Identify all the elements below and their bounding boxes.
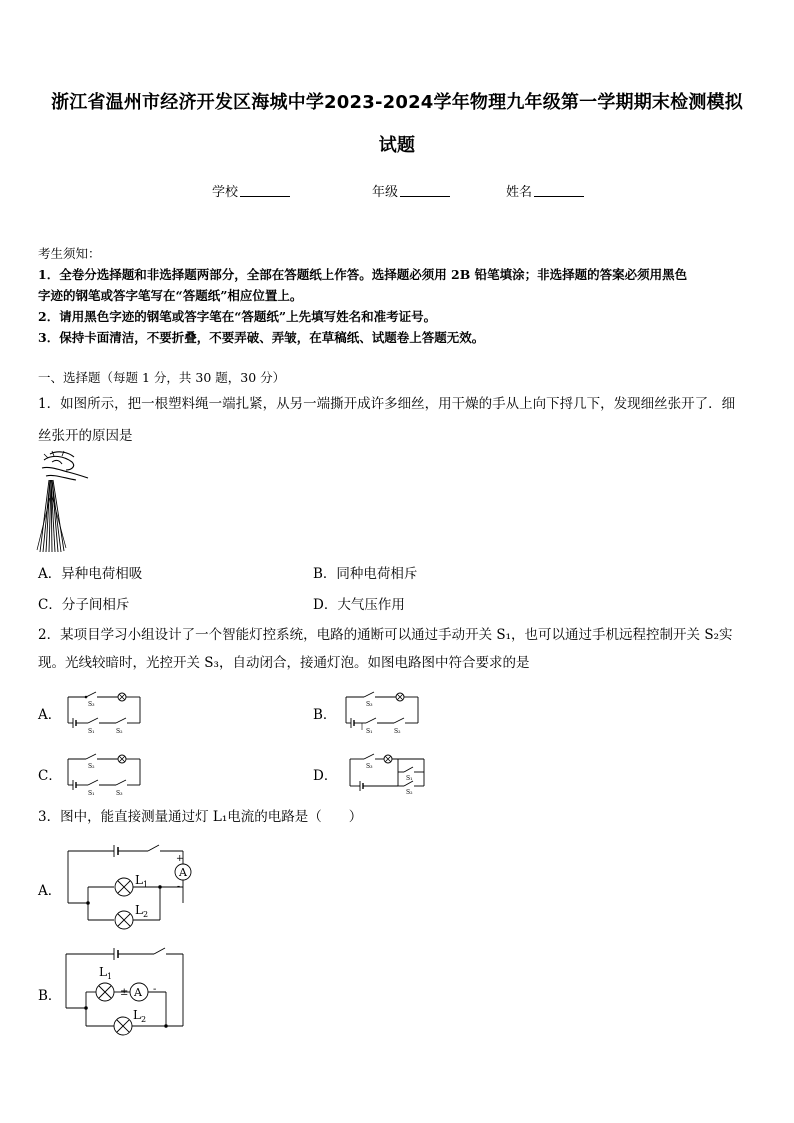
q2b-switch-label-top: S₃: [366, 701, 373, 708]
q2-option-d[interactable]: D．: [313, 768, 338, 784]
grade-blank: [400, 196, 450, 197]
q2-circuit-b: [342, 688, 422, 734]
q1-line2: 丝张开的原因是: [38, 428, 133, 444]
school-blank: [240, 196, 290, 197]
name-field: [506, 181, 584, 200]
q3a-ammeter-symbol: A: [179, 866, 187, 879]
grade-label: 年级: [372, 185, 399, 200]
q2b-switch-label-right: S₂: [394, 728, 401, 735]
grade-field: [372, 181, 450, 200]
q2c-switch-label-left: S₁: [88, 790, 95, 797]
document-title-line1: 浙江省温州市经济开发区海城中学2023-2024学年物理九年级第一学期期末检测模拟: [51, 92, 743, 113]
q3a-ammeter-plus: +: [176, 854, 184, 864]
q3-line1: 3．图中，能直接测量通过灯 L₁电流的电路是（ ）: [38, 809, 363, 825]
q1-option-a[interactable]: A．异种电荷相吸: [38, 566, 143, 582]
q2d-switch-label-mid: S₁: [406, 775, 413, 782]
school-field: [212, 181, 290, 200]
q3b-ammeter-pm: ±: [120, 987, 129, 998]
q1-line1: 1．如图所示，把一根塑料绳一端扎紧，从另一端撕开成许多细丝，用干燥的手从上向下捋几下，发现细丝张开了．细: [38, 396, 736, 412]
q3-option-a[interactable]: A．: [38, 883, 62, 899]
q3b-ammeter-minus: -: [153, 984, 157, 995]
notice-heading: 考生须知：: [38, 246, 101, 261]
q3a-lamp1-label: $L_1$: [135, 873, 149, 889]
notice-item-1b: 字迹的钢笔或答字笔写在“答题纸”相应位置上。: [38, 288, 303, 303]
q1-option-b[interactable]: B．同种电荷相斥: [313, 566, 418, 582]
q3b-ammeter-symbol: A: [134, 986, 142, 999]
q1-option-d[interactable]: D．大气压作用: [313, 597, 405, 613]
q2a-switch-label-right: S₂: [116, 728, 123, 735]
q3a-ammeter-minus: -: [177, 882, 181, 892]
notice-item-3: 3．保持卡面清洁，不要折叠，不要弄破、弄皱，在草稿纸、试题卷上答题无效。: [38, 330, 485, 345]
q2d-switch-label-top: S₃: [366, 763, 373, 770]
document-title-line2: 试题: [378, 135, 416, 156]
q1-option-c[interactable]: C．分子间相斥: [38, 597, 130, 613]
q2-option-c[interactable]: C．: [38, 768, 62, 784]
q2a-switch-label-left: S₁: [88, 728, 95, 735]
q2-circuit-d: [346, 750, 430, 796]
q2c-switch-label-right: S₃: [116, 790, 123, 797]
name-blank: [534, 196, 584, 197]
plastic-rope-hand-figure: [36, 448, 98, 556]
q2c-switch-label-top: S₂: [88, 763, 95, 770]
q3-circuit-b: [64, 946, 194, 1042]
q2-line1: 2．某项目学习小组设计了一个智能灯控系统，电路的通断可以通过手动开关 S₁，也可以通过手机远程控制开关 S₂实: [38, 627, 733, 643]
name-label: 姓名: [506, 185, 533, 200]
q3-option-b[interactable]: B．: [38, 988, 62, 1004]
q3b-lamp1-label: $L_1$: [99, 965, 113, 981]
q2-circuit-c: [64, 750, 144, 796]
q2-circuit-a: [64, 688, 144, 734]
q2-option-b[interactable]: B．: [313, 707, 337, 723]
q2-line2: 现。光线较暗时，光控开关 S₃，自动闭合，接通灯泡。如图电路图中符合要求的是: [38, 655, 530, 671]
q3a-lamp2-label: $L_2$: [135, 903, 149, 919]
section-heading: 一、选择题（每题 1 分，共 30 题，30 分）: [38, 370, 286, 385]
notice-item-2: 2．请用黑色字迹的钢笔或答字笔在“答题纸”上先填写姓名和准考证号。: [38, 309, 437, 324]
q2b-switch-label-left: S₁: [366, 728, 373, 735]
q2a-switch-label-top: S₃: [88, 701, 95, 708]
notice-item-1a: 1．全卷分选择题和非选择题两部分，全部在答题纸上作答。选择题必须用 2B 铅笔填涂；非选择题的答案必须用黑色: [38, 267, 688, 282]
q2-option-a[interactable]: A．: [38, 707, 62, 723]
q3-circuit-a: [64, 843, 194, 939]
school-label: 学校: [212, 185, 239, 200]
q2d-switch-label-bottom: S₂: [406, 789, 413, 796]
q3b-lamp2-label: $L_2$: [133, 1008, 147, 1024]
